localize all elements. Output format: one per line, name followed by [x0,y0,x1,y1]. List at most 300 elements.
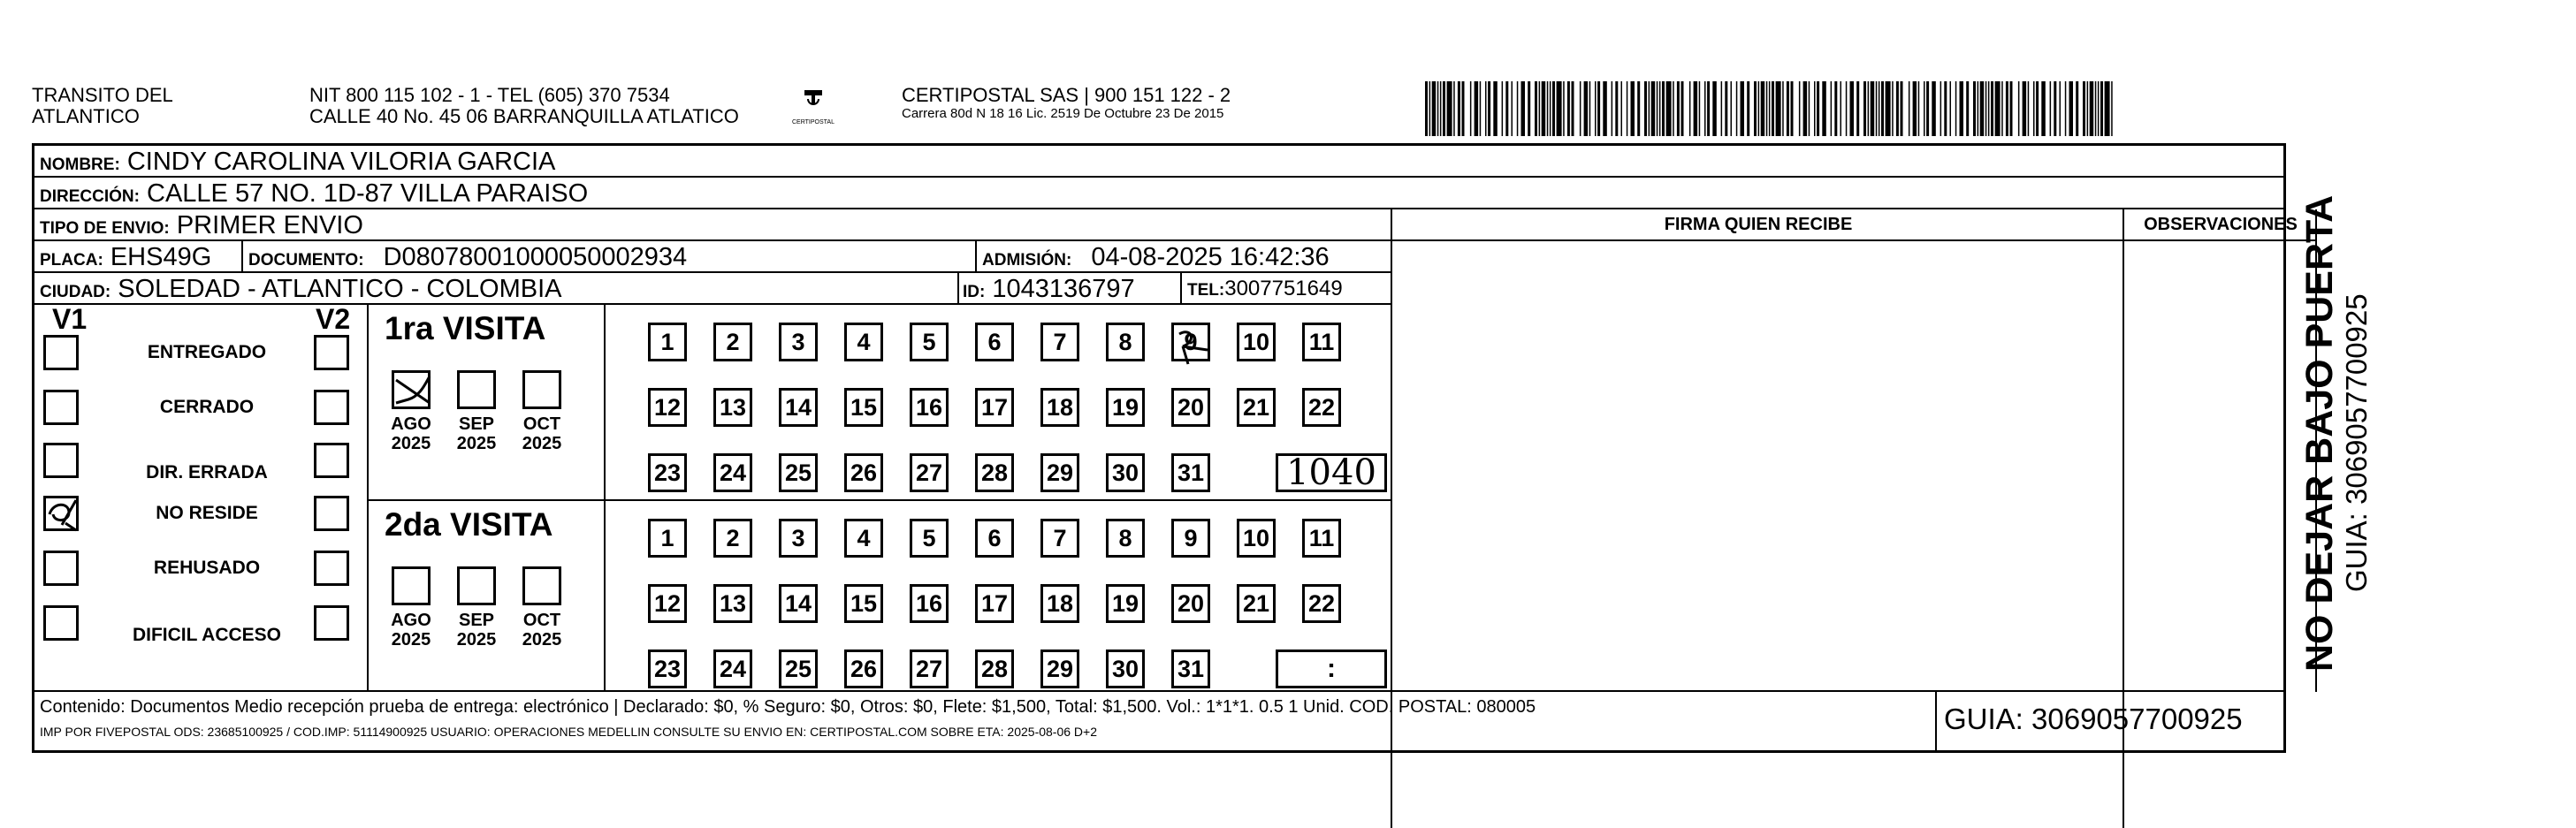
barcode-bar [2111,81,2113,136]
direccion-row [34,178,2283,209]
month-label [514,611,570,649]
month-label [448,611,505,649]
barcode-bar [2065,81,2067,136]
barcode-bar [1512,81,1513,136]
barcode-bar [1918,81,1920,136]
org-line1: TRANSITO DEL [32,84,173,106]
barcode-bar [1901,81,1903,136]
barcode-bar [1841,81,1842,136]
barcode-bar [1761,81,1765,136]
month-label [383,611,439,649]
barcode-bar [1892,81,1894,136]
barcode-bar [1429,81,1431,136]
day-box[interactable]: 7 [1040,519,1079,558]
barcode-bar [1817,81,1819,136]
barcode-bar [1991,81,1993,136]
barcode-bar [1868,81,1870,136]
nit-line: NIT 800 115 102 - 1 - TEL (605) 370 7534 [309,84,670,106]
barcode-bar [1736,81,1738,136]
barcode-bar [1856,81,1859,136]
barcode-bar [1493,81,1498,136]
day-box[interactable]: 31 [1171,453,1210,492]
barcode-bar [1985,81,1987,136]
barcode-bar [1850,81,1855,136]
barcode-bar [2041,81,2046,136]
month-checkbox[interactable] [522,370,561,409]
v2-checkbox[interactable] [314,443,349,478]
day-box[interactable]: 1 [648,323,687,361]
barcode-bar [1502,81,1504,136]
v1-checkbox[interactable] [43,551,79,586]
month-year: 2025 [456,630,497,649]
day-box[interactable]: 28 [975,453,1014,492]
org-contact [309,85,739,127]
certipostal-logo [787,87,840,127]
barcode-bar [1741,81,1745,136]
v2-checkbox[interactable] [314,496,349,531]
barcode-bar [1535,81,1537,136]
barcode-bar [1758,81,1760,136]
day-number: 9 [1184,329,1198,355]
day-box[interactable]: 18 [1040,584,1079,623]
day-box[interactable]: 7 [1040,323,1079,361]
barcode-bar [1995,81,2001,136]
barcode-bar [1550,81,1551,136]
day-box[interactable]: 13 [713,584,752,623]
barcode-bar [2069,81,2074,136]
barcode-bar [1876,81,1878,136]
barcode-bar [1539,81,1541,136]
month-name: SEP [458,414,495,434]
barcode-bar [1707,81,1710,136]
barcode-bar [1766,81,1768,136]
barcode-bar [1978,81,1979,136]
barcode-bar [1603,81,1607,136]
barcode-bar [1924,81,1925,136]
day-box[interactable]: 26 [844,649,883,688]
barcode-bar [1926,81,1929,136]
day-box[interactable]: 6 [975,323,1014,361]
day-box[interactable]: 29 [1040,453,1079,492]
company-info [902,85,1231,122]
status-label: DIFICIL ACCESO [132,625,281,645]
v2-checkbox[interactable] [314,605,349,641]
barcode-bar [1567,81,1570,136]
org-line2: ATLANTICO [32,105,140,127]
barcode-bar [2060,81,2062,136]
day-box[interactable]: 6 [975,519,1014,558]
v2-label: V2 [316,303,351,335]
barcode-bar [1528,81,1530,136]
barcode-bar [1940,81,1942,136]
barcode-bar [1542,81,1546,136]
day-box[interactable]: 5 [910,519,949,558]
barcode-bar [1488,81,1490,136]
day-box[interactable]: 29 [1040,649,1079,688]
month-label [514,414,570,453]
day-box[interactable]: 20 [1171,388,1210,427]
barcode-bar [1440,81,1442,136]
nombre-label: NOMBRE: [40,156,120,174]
day-box[interactable]: 17 [975,388,1014,427]
v2-checkbox[interactable] [314,335,349,370]
address-line: CALLE 40 No. 45 06 BARRANQUILLA ATLATICO [309,105,739,127]
barcode [1425,81,2116,136]
delivery-form [32,143,2298,753]
nombre-row [34,146,2283,178]
company-line: CERTIPOSTAL SAS | 900 151 122 - 2 [902,84,1231,106]
month-name: SEP [458,611,495,630]
day-box[interactable]: 22 [1302,584,1341,623]
license-line: Carrera 80d N 18 16 Lic. 2519 De Octubre 23 De 2015 [902,106,1224,121]
day-box[interactable]: 12 [648,388,687,427]
barcode-bar [1881,81,1884,136]
barcode-bar [2105,81,2110,136]
day-box[interactable]: 27 [910,649,949,688]
barcode-bar [1657,81,1658,136]
day-box[interactable]: 23 [648,453,687,492]
day-box[interactable]: 24 [713,649,752,688]
admision-value: 04-08-2025 16:42:36 [1091,243,1330,271]
barcode-bar [1432,81,1437,136]
visit-title: 1ra VISITA [385,310,546,346]
barcode-bar [2036,81,2039,136]
direccion-label: DIRECCIÓN: [40,187,140,206]
day-box[interactable]: 8 [1106,519,1145,558]
barcode-bar [1673,81,1674,136]
day-box[interactable]: 14 [779,584,818,623]
tipo-row [34,209,1392,241]
barcode-bar [1747,81,1749,136]
barcode-bar [1913,81,1917,136]
barcode-bar [1776,81,1781,136]
barcode-bar [1694,81,1698,136]
barcode-bar [1505,81,1508,136]
barcode-bar [1704,81,1706,136]
barcode-bar [1425,81,1428,136]
day-box[interactable]: 9 [1171,519,1210,558]
tel-value: 3007751649 [1224,277,1343,300]
day-box[interactable]: 11 [1302,519,1341,558]
barcode-bar [2083,81,2085,136]
day-box[interactable]: 21 [1237,584,1276,623]
day-box[interactable]: 25 [779,453,818,492]
barcode-bar [2010,81,2013,136]
admision-label: ADMISIÓN: [982,251,1072,270]
barcode-bar [1791,81,1794,136]
barcode-bar [2018,81,2020,136]
barcode-bar [1517,81,1519,136]
day-box[interactable]: 19 [1106,388,1145,427]
barcode-bar [1612,81,1613,136]
barcode-bar [1563,81,1565,136]
barcode-bar [1547,81,1549,136]
barcode-bar [1666,81,1672,136]
day-box[interactable]: 23 [648,649,687,688]
barcode-bar [1721,81,1723,136]
side-guia-text: GUIA: 3069057700925 [2340,293,2373,592]
day-box[interactable]: 1 [648,519,687,558]
day-box[interactable]: 13 [713,388,752,427]
barcode-bar [1681,81,1684,136]
day-box[interactable]: 2 [713,323,752,361]
barcode-bar [1799,81,1801,136]
barcode-bar [1580,81,1581,136]
tipo-value: PRIMER ENVIO [176,211,363,239]
status-label: CERRADO [159,397,255,417]
contenido-text: Contenido: Documentos Medio recepción prueba de entrega: electrónico | Declarado: $0, % Seguro: $0, Otros: $0, Flete: $1,500, Total: $1,500. Vol.: 1*1*1. 0.5 1 Unid. COD. POSTAL: 080005 [40,697,1536,717]
barcode-bar [1597,81,1600,136]
day-box[interactable]: 8 [1106,323,1145,361]
barcode-bar [1772,81,1774,136]
placa-value: EHS49G [110,243,212,271]
day-box[interactable]: 4 [844,323,883,361]
org-name [32,85,173,127]
barcode-bar [1955,81,1957,136]
barcode-bar [1584,81,1589,136]
placa-label: PLACA: [40,251,103,270]
check-mark-icon [394,373,433,412]
barcode-bar [2054,81,2056,136]
barcode-bar [1886,81,1891,136]
barcode-bar [2001,81,2003,136]
month-name: OCT [522,414,561,434]
documento-value: D08078001000050002934 [383,243,688,271]
tel-field [1187,273,1343,307]
time-field[interactable]: 1040 [1276,453,1387,492]
v2-checkbox[interactable] [314,551,349,586]
barcode-bar [1552,81,1555,136]
v1-checkbox[interactable] [43,335,79,370]
month-name: AGO [391,611,431,630]
barcode-bar [1782,81,1784,136]
ciudad-value: SOLEDAD - ATLANTICO - COLOMBIA [118,275,562,303]
barcode-bar [1470,81,1472,136]
month-year: 2025 [522,434,562,453]
barcode-bar [1480,81,1482,136]
barcode-bar [1649,81,1650,136]
month-label [383,414,439,453]
barcode-bar [1627,81,1628,136]
id-value: 1043136797 [992,275,1135,303]
day-box[interactable]: 25 [779,649,818,688]
day-mark-icon [1170,322,1216,368]
day-box[interactable]: 3 [779,323,818,361]
barcode-bar [1879,81,1880,136]
day-box[interactable] [1171,323,1210,361]
status-label: REHUSADO [153,558,261,578]
barcode-bar [1462,81,1465,136]
admision-field [982,241,1330,277]
barcode-bar [1644,81,1647,136]
barcode-bar [1631,81,1635,136]
day-box[interactable]: 18 [1040,388,1079,427]
barcode-bar [1896,81,1899,136]
day-box[interactable]: 11 [1302,323,1341,361]
barcode-bar [1572,81,1574,136]
day-box[interactable]: 10 [1237,519,1276,558]
no-dejar-text: NO DEJAR BAJO PUERTA [2298,194,2341,672]
day-box[interactable]: 24 [713,453,752,492]
barcode-bar [1787,81,1789,136]
day-box[interactable]: 14 [779,388,818,427]
month-label [448,414,505,453]
day-box[interactable]: 12 [648,584,687,623]
v1-label: V1 [52,303,88,335]
v1-checkbox[interactable] [43,390,79,425]
day-box[interactable]: 30 [1106,649,1145,688]
barcode-bar [1980,81,1985,136]
barcode-bar [1822,81,1826,136]
firma-header: FIRMA QUIEN RECIBE [1392,209,2124,241]
barcode-bar [2050,81,2052,136]
id-label: ID: [963,283,986,301]
day-box[interactable]: 31 [1171,649,1210,688]
status-label: ENTREGADO [147,342,267,362]
barcode-bar [1475,81,1479,136]
barcode-bar [1689,81,1691,136]
barcode-bar [1834,81,1837,136]
barcode-bar [1521,81,1526,136]
barcode-bar [1754,81,1757,136]
day-box[interactable]: 30 [1106,453,1145,492]
logo-icon [787,87,840,127]
v1-checkbox[interactable] [43,496,79,531]
status-label: NO RESIDE [156,503,258,523]
month-year: 2025 [522,630,562,649]
barcode-bar [1677,81,1680,136]
barcode-bar [2087,81,2089,136]
svg-text:CERTIPOSTAL: CERTIPOSTAL [792,119,835,125]
barcode-bar [1589,81,1591,136]
month-checkbox[interactable] [457,370,496,409]
barcode-bar [1871,81,1875,136]
day-box[interactable]: 28 [975,649,1014,688]
month-name: OCT [522,611,561,630]
barcode-bar [1814,81,1816,136]
barcode-bar [1831,81,1833,136]
barcode-bar [1803,81,1808,136]
barcode-bar [1966,81,1969,136]
barcode-bar [2033,81,2035,136]
v2-checkbox[interactable] [314,390,349,425]
barcode-bar [1662,81,1665,136]
barcode-bar [1731,81,1733,136]
documento-label: DOCUMENTO: [248,251,364,270]
barcode-bar [1659,81,1661,136]
guia-footer: GUIA: 3069057700925 [1944,703,2243,735]
month-name: AGO [391,414,431,434]
barcode-bar [2028,81,2030,136]
barcode-bar [1595,81,1597,136]
day-box[interactable]: 4 [844,519,883,558]
month-checkbox[interactable] [522,566,561,605]
barcode-bar [1932,81,1936,136]
visit-title: 2da VISITA [385,506,553,543]
barcode-bar [1809,81,1810,136]
barcode-bar [1973,81,1976,136]
nombre-value: CINDY CAROLINA VILORIA GARCIA [126,148,556,176]
tel-label: TEL: [1187,281,1225,300]
month-year: 2025 [391,434,431,453]
barcode-bar [1437,81,1439,136]
barcode-bar [1651,81,1656,136]
barcode-bar [1621,81,1623,136]
day-box[interactable]: 20 [1171,584,1210,623]
barcode-bar [1863,81,1866,136]
time-field[interactable]: : [1276,649,1387,688]
barcode-bar [1909,81,1910,136]
imp-text: IMP POR FIVEPOSTAL ODS: 23685100925 / COD.IMP: 51114900925 USUARIO: OPERACIONES MEDELLIN CONSULTE SU ENVIO EN: CERTIPOSTAL.COM SOBRE ETA: 2025-08-06 D+2 [40,725,1098,739]
id-field [963,273,1135,308]
status-label: DIR. ERRADA [146,462,268,482]
barcode-bar [1447,81,1452,136]
barcode-bar [1988,81,1990,136]
barcode-bar [2100,81,2103,136]
day-box[interactable]: 22 [1302,388,1341,427]
v1-checkbox[interactable] [43,605,79,641]
barcode-bar [1615,81,1618,136]
ciudad-label: CIUDAD: [40,283,111,301]
barcode-bar [1485,81,1487,136]
day-box[interactable]: 15 [844,388,883,427]
barcode-bar [2023,81,2027,136]
documento-field [248,241,687,277]
barcode-bar [1950,81,1952,136]
barcode-bar [1453,81,1455,136]
barcode-bar [1699,81,1701,136]
barcode-bar [1712,81,1717,136]
barcode-bar [1769,81,1771,136]
barcode-bar [2098,81,2100,136]
day-box[interactable]: 2 [713,519,752,558]
barcode-bar [1846,81,1848,136]
day-box[interactable]: 16 [910,584,949,623]
barcode-bar [1443,81,1445,136]
day-box[interactable]: 15 [844,584,883,623]
month-checkbox[interactable] [457,566,496,605]
barcode-bar [2006,81,2008,136]
month-year: 2025 [456,434,497,453]
direccion-value: CALLE 57 NO. 1D-87 VILLA PARAISO [147,179,589,208]
check-mark-icon [46,498,81,534]
day-box[interactable]: 16 [910,388,949,427]
day-box[interactable]: 19 [1106,584,1145,623]
day-box[interactable]: 26 [844,453,883,492]
v1-checkbox[interactable] [43,443,79,478]
barcode-bar [1637,81,1640,136]
month-checkbox[interactable] [392,370,431,409]
barcode-bar [2095,81,2097,136]
day-box[interactable]: 27 [910,453,949,492]
day-box[interactable]: 21 [1237,388,1276,427]
month-year: 2025 [391,630,431,649]
tipo-label: TIPO DE ENVIO: [40,219,170,238]
month-checkbox[interactable] [392,566,431,605]
barcode-bar [1557,81,1562,136]
observaciones-header: OBSERVACIONES [2124,209,2317,241]
day-box[interactable]: 3 [779,519,818,558]
day-box[interactable]: 10 [1237,323,1276,361]
barcode-graphic [1425,81,2116,136]
barcode-bar [1960,81,1964,136]
day-box[interactable]: 17 [975,584,1014,623]
barcode-bar [2090,81,2094,136]
barcode-bar [1458,81,1460,136]
day-box[interactable]: 5 [910,323,949,361]
barcode-bar [2076,81,2078,136]
barcode-bar [1944,81,1947,136]
